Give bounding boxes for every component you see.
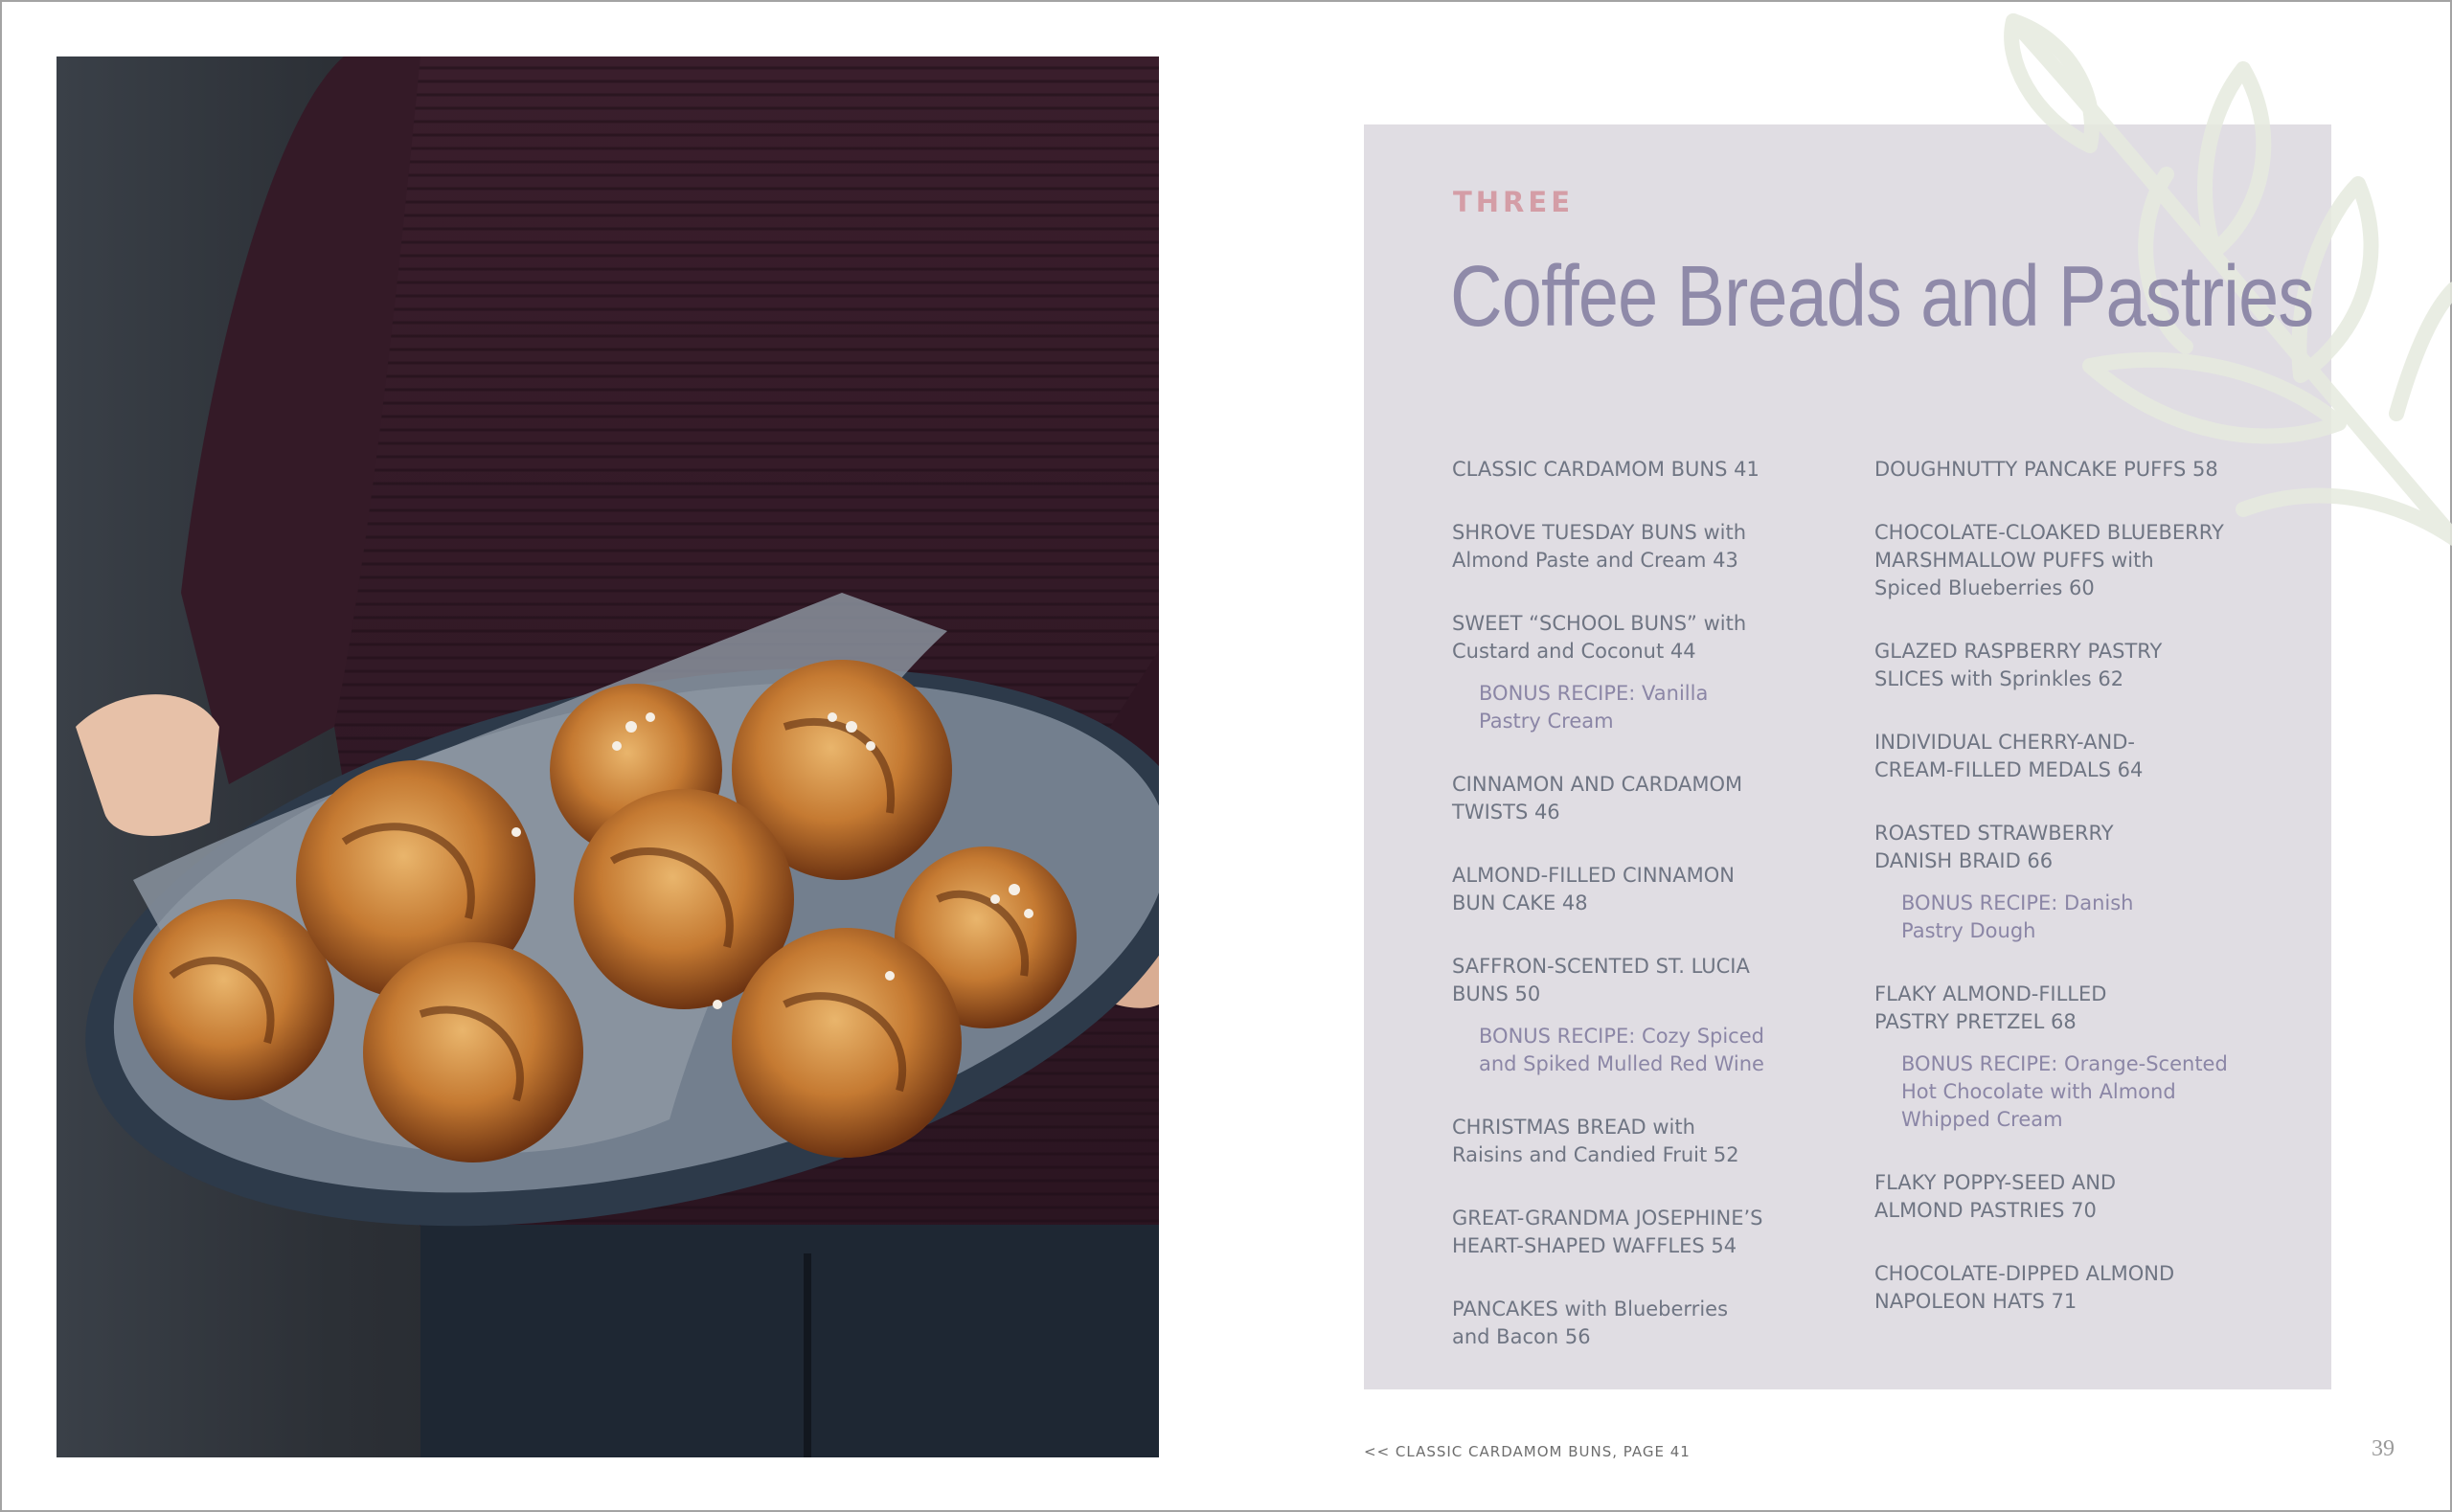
- cardamom-buns-photo: [57, 56, 1159, 1457]
- toc-entry: GREAT-GRANDMA JOSEPHINE’S HEART-SHAPED WAFFLES 54: [1452, 1207, 1763, 1257]
- toc-entry: ALMOND-FILLED CINNAMON BUN CAKE 48: [1452, 864, 1735, 914]
- toc-entry: FLAKY POPPY-SEED AND ALMOND PASTRIES 70: [1874, 1171, 2117, 1222]
- toc-entry: CHRISTMAS BREAD with Raisins and Candied Fruit 52: [1452, 1116, 1739, 1166]
- toc-entry: DOUGHNUTTY PANCAKE PUFFS 58: [1874, 458, 2218, 481]
- chapter-number: THREE: [1453, 186, 1575, 218]
- toc-bonus-entry: BONUS RECIPE: Cozy Spiced and Spiked Mulled Red Wine: [1479, 1025, 1764, 1075]
- toc-bonus-entry: BONUS RECIPE: Danish Pastry Dough: [1901, 891, 2134, 942]
- toc-entry: FLAKY ALMOND-FILLED PASTRY PRETZEL 68: [1874, 982, 2107, 1033]
- toc-bonus-entry: BONUS RECIPE: Orange-Scented Hot Chocolate with Almond Whipped Cream: [1901, 1052, 2228, 1131]
- page-number: 39: [2372, 1436, 2395, 1461]
- chapter-title: Coffee Breads and Pastries: [1450, 249, 2314, 345]
- toc-entry: INDIVIDUAL CHERRY-AND- CREAM-FILLED MEDALS 64: [1874, 731, 2144, 781]
- toc-entry: CINNAMON AND CARDAMOM TWISTS 46: [1452, 773, 1743, 824]
- toc-entry: ROASTED STRAWBERRY DANISH BRAID 66: [1874, 822, 2114, 872]
- toc-entry: CLASSIC CARDAMOM BUNS 41: [1452, 458, 1760, 481]
- toc-entry: CHOCOLATE-DIPPED ALMOND NAPOLEON HATS 71: [1874, 1262, 2175, 1313]
- toc-column-right: [1874, 456, 2258, 1351]
- photo-caption: << CLASSIC CARDAMOM BUNS, PAGE 41: [1364, 1443, 1691, 1460]
- toc-entry: GLAZED RASPBERRY PASTRY SLICES with Sprinkles 62: [1874, 640, 2163, 690]
- toc-column-left: [1452, 456, 1835, 1387]
- toc-entry: SHROVE TUESDAY BUNS with Almond Paste and Cream 43: [1452, 521, 1747, 572]
- toc-bonus-entry: BONUS RECIPE: Vanilla Pastry Cream: [1479, 682, 1709, 733]
- toc-entry: PANCAKES with Blueberries and Bacon 56: [1452, 1298, 1729, 1348]
- toc-entry: CHOCOLATE-CLOAKED BLUEBERRY MARSHMALLOW PUFFS with Spiced Blueberries 60: [1874, 521, 2224, 599]
- toc-entry: SWEET “SCHOOL BUNS” with Custard and Coconut 44: [1452, 612, 1747, 663]
- toc-entry: SAFFRON-SCENTED ST. LUCIA BUNS 50: [1452, 955, 1750, 1005]
